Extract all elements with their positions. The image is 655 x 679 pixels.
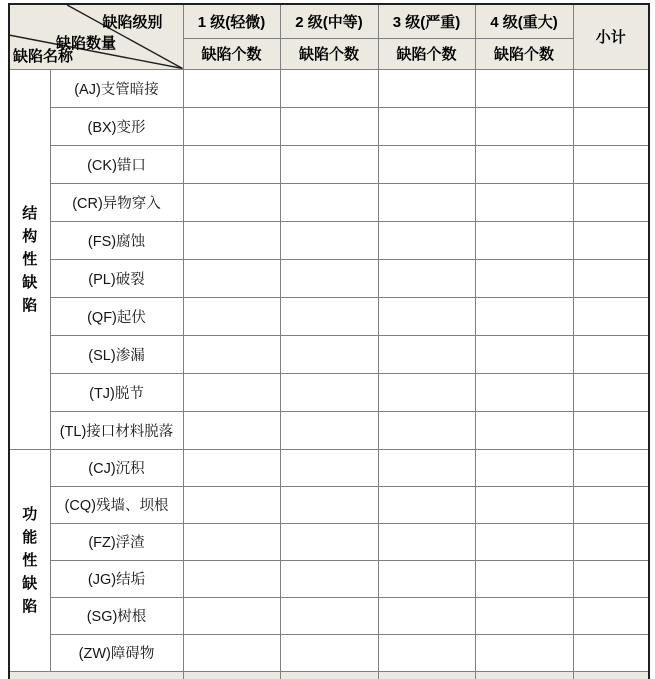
subtotal-cell[interactable] xyxy=(573,335,649,373)
count-cell[interactable] xyxy=(378,183,475,221)
col-subheader-count-1: 缺陷个数 xyxy=(183,38,280,69)
subtotal-cell[interactable] xyxy=(573,69,649,107)
col-subheader-count-4: 缺陷个数 xyxy=(475,38,573,69)
subtotal-cell[interactable] xyxy=(573,373,649,411)
count-cell[interactable] xyxy=(183,335,280,373)
corner-header-cell xyxy=(9,4,183,69)
subtotal-cell[interactable] xyxy=(573,634,649,671)
count-cell[interactable] xyxy=(280,297,378,335)
count-cell[interactable] xyxy=(183,411,280,449)
count-cell[interactable] xyxy=(183,634,280,671)
count-cell[interactable] xyxy=(280,597,378,634)
count-cell[interactable] xyxy=(475,671,573,679)
defect-name-cell: (FZ)浮渣 xyxy=(50,523,183,560)
count-cell[interactable] xyxy=(280,259,378,297)
count-cell[interactable] xyxy=(475,486,573,523)
defect-name-cell: (ZW)障碍物 xyxy=(50,634,183,671)
defect-name-cell: (SL)渗漏 xyxy=(50,335,183,373)
count-cell[interactable] xyxy=(378,597,475,634)
header-row-levels xyxy=(9,4,649,38)
defect-name-cell: (TJ)脱节 xyxy=(50,373,183,411)
col-subheader-count-2: 缺陷个数 xyxy=(280,38,378,69)
table-row xyxy=(9,297,649,335)
table-row xyxy=(9,183,649,221)
count-cell[interactable] xyxy=(378,634,475,671)
count-cell[interactable] xyxy=(475,259,573,297)
count-cell[interactable] xyxy=(378,335,475,373)
subtotal-cell[interactable] xyxy=(573,183,649,221)
corner-label-defect-name: 缺陷名称 xyxy=(13,47,74,65)
count-cell[interactable] xyxy=(183,259,280,297)
count-cell[interactable] xyxy=(280,335,378,373)
table-row xyxy=(9,634,649,671)
table-row xyxy=(9,221,649,259)
defect-table xyxy=(8,3,650,679)
subtotal-cell[interactable] xyxy=(573,486,649,523)
group-label-text: 功能性缺陷 xyxy=(22,505,38,615)
table-row-partial-summary xyxy=(9,671,649,679)
count-cell[interactable] xyxy=(475,411,573,449)
count-cell[interactable] xyxy=(280,69,378,107)
count-cell[interactable] xyxy=(475,373,573,411)
defect-name-cell: (QF)起伏 xyxy=(50,297,183,335)
col-header-level-3: 3 级(严重) xyxy=(378,4,475,38)
subtotal-cell[interactable] xyxy=(573,297,649,335)
table-row xyxy=(9,411,649,449)
count-cell[interactable] xyxy=(183,107,280,145)
count-cell[interactable] xyxy=(378,560,475,597)
subtotal-cell[interactable] xyxy=(573,523,649,560)
table-row xyxy=(9,560,649,597)
count-cell[interactable] xyxy=(183,373,280,411)
corner-label-defect-quantity: 缺陷数量 xyxy=(56,35,117,52)
count-cell[interactable] xyxy=(475,221,573,259)
corner-label-defect-level: 缺陷级别 xyxy=(102,14,163,31)
table-row xyxy=(9,69,649,107)
count-cell[interactable] xyxy=(280,373,378,411)
subtotal-cell[interactable] xyxy=(573,671,649,679)
defect-name-cell: (CR)异物穿入 xyxy=(50,183,183,221)
table-row xyxy=(9,486,649,523)
col-header-level-4: 4 级(重大) xyxy=(475,4,573,38)
subtotal-cell[interactable] xyxy=(573,411,649,449)
count-cell[interactable] xyxy=(378,221,475,259)
count-cell[interactable] xyxy=(183,221,280,259)
count-cell[interactable] xyxy=(280,449,378,486)
table-row xyxy=(9,373,649,411)
count-cell[interactable] xyxy=(378,449,475,486)
table-row xyxy=(9,597,649,634)
defect-name-cell: (SG)树根 xyxy=(50,597,183,634)
count-cell[interactable] xyxy=(475,107,573,145)
count-cell[interactable] xyxy=(475,634,573,671)
subtotal-cell[interactable] xyxy=(573,449,649,486)
defect-name-cell: (JG)结垢 xyxy=(50,560,183,597)
count-cell[interactable] xyxy=(183,145,280,183)
count-cell[interactable] xyxy=(475,69,573,107)
subtotal-cell[interactable] xyxy=(573,597,649,634)
count-cell[interactable] xyxy=(378,145,475,183)
defect-name-cell: (PL)破裂 xyxy=(50,259,183,297)
group-label-functional xyxy=(9,449,50,671)
count-cell[interactable] xyxy=(378,411,475,449)
count-cell[interactable] xyxy=(183,183,280,221)
subtotal-cell[interactable] xyxy=(573,221,649,259)
count-cell[interactable] xyxy=(280,671,378,679)
defect-name-cell: (AJ)支管暗接 xyxy=(50,69,183,107)
subtotal-cell[interactable] xyxy=(573,107,649,145)
count-cell[interactable] xyxy=(183,297,280,335)
defect-name-cell: (CJ)沉积 xyxy=(50,449,183,486)
count-cell[interactable] xyxy=(475,145,573,183)
count-cell[interactable] xyxy=(475,560,573,597)
count-cell[interactable] xyxy=(280,221,378,259)
defect-name-cell: (CQ)残墙、坝根 xyxy=(50,486,183,523)
table-row xyxy=(9,449,649,486)
count-cell[interactable] xyxy=(280,183,378,221)
count-cell[interactable] xyxy=(280,486,378,523)
count-cell[interactable] xyxy=(280,145,378,183)
count-cell[interactable] xyxy=(280,634,378,671)
count-cell[interactable] xyxy=(475,297,573,335)
count-cell[interactable] xyxy=(183,523,280,560)
count-cell[interactable] xyxy=(280,523,378,560)
count-cell[interactable] xyxy=(378,523,475,560)
count-cell[interactable] xyxy=(475,335,573,373)
count-cell[interactable] xyxy=(378,671,475,679)
subtotal-cell[interactable] xyxy=(573,259,649,297)
count-cell[interactable] xyxy=(183,671,280,679)
count-cell[interactable] xyxy=(378,259,475,297)
count-cell[interactable] xyxy=(378,373,475,411)
defect-name-cell: (FS)腐蚀 xyxy=(50,221,183,259)
col-header-level-1: 1 级(轻微) xyxy=(183,4,280,38)
count-cell[interactable] xyxy=(183,449,280,486)
defect-name-cell: (CK)错口 xyxy=(50,145,183,183)
group-label-text: 结构性缺陷 xyxy=(22,204,38,314)
subtotal-cell[interactable] xyxy=(573,560,649,597)
count-cell[interactable] xyxy=(475,523,573,560)
count-cell[interactable] xyxy=(183,486,280,523)
count-cell[interactable] xyxy=(378,486,475,523)
count-cell[interactable] xyxy=(183,560,280,597)
count-cell[interactable] xyxy=(475,449,573,486)
count-cell[interactable] xyxy=(475,183,573,221)
count-cell[interactable] xyxy=(183,597,280,634)
count-cell[interactable] xyxy=(378,69,475,107)
defect-name-cell: (BX)变形 xyxy=(50,107,183,145)
table-row xyxy=(9,259,649,297)
count-cell[interactable] xyxy=(280,560,378,597)
col-header-level-2: 2 级(中等) xyxy=(280,4,378,38)
col-subheader-count-3: 缺陷个数 xyxy=(378,38,475,69)
table-row xyxy=(9,145,649,183)
summary-label-cell xyxy=(9,671,183,679)
col-header-subtotal: 小计 xyxy=(573,4,649,69)
table-row xyxy=(9,523,649,560)
count-cell[interactable] xyxy=(475,597,573,634)
count-cell[interactable] xyxy=(280,411,378,449)
count-cell[interactable] xyxy=(183,69,280,107)
defect-name-cell: (TL)接口材料脱落 xyxy=(50,411,183,449)
count-cell[interactable] xyxy=(280,107,378,145)
table-row xyxy=(9,335,649,373)
subtotal-cell[interactable] xyxy=(573,145,649,183)
count-cell[interactable] xyxy=(378,297,475,335)
group-label-structural xyxy=(9,69,50,449)
count-cell[interactable] xyxy=(378,107,475,145)
table-row xyxy=(9,107,649,145)
